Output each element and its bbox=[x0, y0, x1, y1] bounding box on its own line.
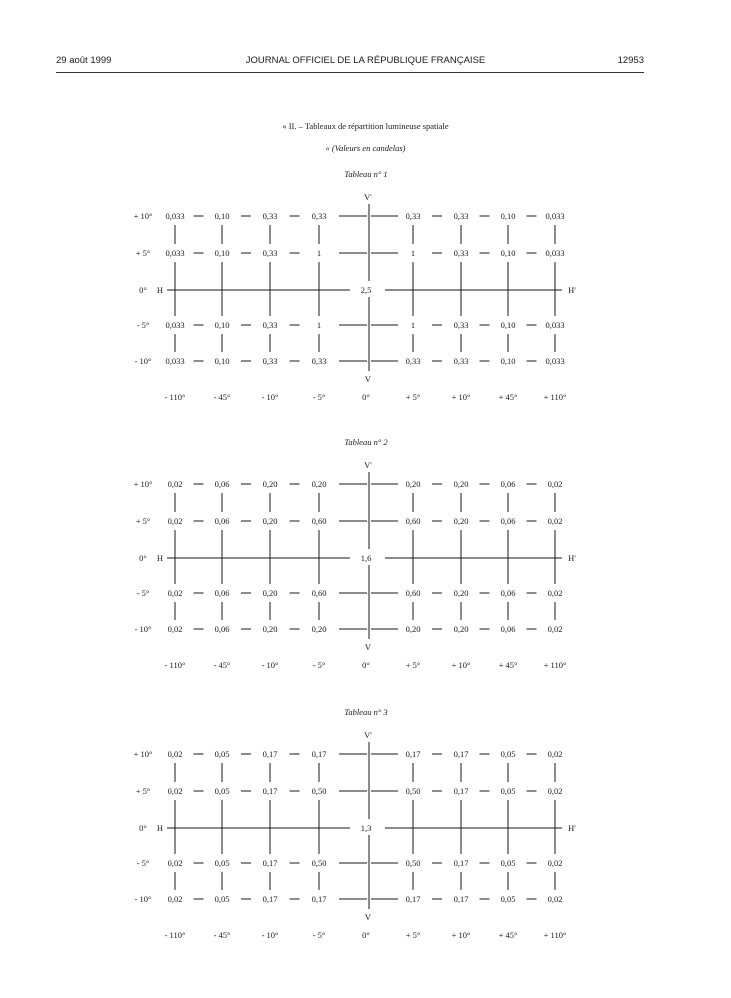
intensity-value: 0,20 bbox=[453, 479, 469, 489]
axis-label-h-right: H' bbox=[568, 823, 576, 833]
column-label: 0° bbox=[362, 930, 370, 940]
column-label: + 10° bbox=[451, 660, 471, 670]
axis-label-h-left: H bbox=[156, 823, 164, 833]
intensity-value: 0,02 bbox=[547, 858, 563, 868]
intensity-value: 0,60 bbox=[405, 588, 421, 598]
intensity-value: 1 bbox=[410, 320, 416, 330]
intensity-value: 0,33 bbox=[453, 248, 469, 258]
row-label: + 10° bbox=[133, 479, 153, 489]
intensity-value: 0,02 bbox=[547, 786, 563, 796]
intensity-value: 0,02 bbox=[547, 479, 563, 489]
column-label: + 45° bbox=[498, 392, 518, 402]
column-label: 0° bbox=[362, 392, 370, 402]
table-grid bbox=[0, 428, 731, 728]
intensity-value: 0,20 bbox=[262, 479, 278, 489]
light-distribution-table-3 bbox=[0, 698, 731, 998]
intensity-value: 0,17 bbox=[453, 749, 469, 759]
intensity-value: 0,17 bbox=[262, 858, 278, 868]
intensity-value: 0,33 bbox=[311, 211, 327, 221]
column-label: - 5° bbox=[312, 392, 326, 402]
column-label: - 110° bbox=[164, 660, 186, 670]
intensity-value: 0,33 bbox=[262, 248, 278, 258]
table-caption: Tableau n° 1 bbox=[344, 169, 388, 179]
intensity-value: 0,02 bbox=[547, 588, 563, 598]
center-value: 1,6 bbox=[360, 553, 372, 563]
row-label: - 5° bbox=[136, 320, 150, 330]
intensity-value: 0,17 bbox=[405, 749, 421, 759]
axis-label-v-top: V' bbox=[364, 730, 372, 740]
center-value: 2,5 bbox=[360, 285, 372, 295]
column-label: + 10° bbox=[451, 392, 471, 402]
intensity-value: 0,06 bbox=[500, 624, 516, 634]
intensity-value: 0,20 bbox=[453, 588, 469, 598]
column-label: + 5° bbox=[405, 930, 421, 940]
column-label: - 45° bbox=[213, 930, 231, 940]
intensity-value: 0,60 bbox=[405, 516, 421, 526]
column-label: - 45° bbox=[213, 392, 231, 402]
intensity-value: 0,60 bbox=[311, 588, 327, 598]
intensity-value: 0,05 bbox=[214, 894, 230, 904]
intensity-value: 0,33 bbox=[453, 211, 469, 221]
intensity-value: 0,02 bbox=[547, 624, 563, 634]
axis-label-h-right: H' bbox=[568, 553, 576, 563]
intensity-value: 0,06 bbox=[214, 516, 230, 526]
intensity-value: 0,05 bbox=[214, 786, 230, 796]
column-label: + 110° bbox=[543, 392, 567, 402]
intensity-value: 0,05 bbox=[500, 749, 516, 759]
intensity-value: 0,02 bbox=[167, 894, 183, 904]
intensity-value: 0,17 bbox=[311, 749, 327, 759]
intensity-value: 0,033 bbox=[545, 320, 565, 330]
column-label: 0° bbox=[362, 660, 370, 670]
intensity-value: 0,033 bbox=[545, 248, 565, 258]
intensity-value: 0,33 bbox=[262, 320, 278, 330]
column-label: - 5° bbox=[312, 930, 326, 940]
intensity-value: 0,033 bbox=[545, 211, 565, 221]
column-label: + 10° bbox=[451, 930, 471, 940]
intensity-value: 0,10 bbox=[214, 211, 230, 221]
row-label: 0° bbox=[139, 823, 147, 833]
intensity-value: 1 bbox=[316, 320, 322, 330]
intensity-value: 0,05 bbox=[214, 749, 230, 759]
intensity-value: 0,033 bbox=[165, 248, 185, 258]
intensity-value: 0,20 bbox=[453, 624, 469, 634]
intensity-value: 0,50 bbox=[311, 858, 327, 868]
intensity-value: 0,17 bbox=[453, 894, 469, 904]
header-page-number: 12953 bbox=[617, 55, 644, 66]
intensity-value: 0,05 bbox=[500, 858, 516, 868]
intensity-value: 0,17 bbox=[405, 894, 421, 904]
intensity-value: 0,02 bbox=[167, 588, 183, 598]
column-label: - 110° bbox=[164, 392, 186, 402]
intensity-value: 0,02 bbox=[547, 516, 563, 526]
intensity-value: 0,02 bbox=[167, 624, 183, 634]
axis-label-h-right: H' bbox=[568, 285, 576, 295]
intensity-value: 0,50 bbox=[405, 786, 421, 796]
intensity-value: 0,33 bbox=[453, 320, 469, 330]
intensity-value: 0,20 bbox=[453, 516, 469, 526]
intensity-value: 0,33 bbox=[311, 356, 327, 366]
axis-label-v-bottom: V bbox=[364, 912, 372, 922]
intensity-value: 0,02 bbox=[167, 479, 183, 489]
intensity-value: 0,17 bbox=[262, 786, 278, 796]
row-label: + 10° bbox=[133, 749, 153, 759]
intensity-value: 0,10 bbox=[214, 320, 230, 330]
intensity-value: 0,17 bbox=[262, 749, 278, 759]
intensity-value: 0,10 bbox=[500, 320, 516, 330]
intensity-value: 0,06 bbox=[214, 624, 230, 634]
axis-label-v-top: V' bbox=[364, 192, 372, 202]
intensity-value: 0,20 bbox=[262, 588, 278, 598]
axis-label-v-top: V' bbox=[364, 460, 372, 470]
column-label: - 110° bbox=[164, 930, 186, 940]
column-label: + 45° bbox=[498, 930, 518, 940]
table-grid bbox=[0, 698, 731, 998]
units-note: « (Valeurs en candelas) bbox=[325, 143, 406, 153]
intensity-value: 0,033 bbox=[545, 356, 565, 366]
column-label: + 110° bbox=[543, 660, 567, 670]
axis-label-h-left: H bbox=[156, 553, 164, 563]
row-label: + 10° bbox=[133, 211, 153, 221]
column-label: - 10° bbox=[261, 392, 279, 402]
table-grid bbox=[0, 160, 731, 460]
column-label: - 10° bbox=[261, 660, 279, 670]
intensity-value: 0,20 bbox=[311, 479, 327, 489]
intensity-value: 1 bbox=[410, 248, 416, 258]
center-value: 1,3 bbox=[360, 823, 372, 833]
intensity-value: 0,33 bbox=[405, 211, 421, 221]
intensity-value: 0,50 bbox=[311, 786, 327, 796]
column-label: + 110° bbox=[543, 930, 567, 940]
intensity-value: 0,20 bbox=[405, 624, 421, 634]
intensity-value: 0,10 bbox=[500, 211, 516, 221]
intensity-value: 0,02 bbox=[167, 858, 183, 868]
row-label: 0° bbox=[139, 553, 147, 563]
intensity-value: 0,033 bbox=[165, 356, 185, 366]
section-heading: « II. – Tableaux de répartition lumineuse spatiale bbox=[282, 121, 449, 131]
axis-label-v-bottom: V bbox=[364, 642, 372, 652]
intensity-value: 0,05 bbox=[214, 858, 230, 868]
intensity-value: 0,10 bbox=[214, 356, 230, 366]
intensity-value: 0,02 bbox=[547, 894, 563, 904]
intensity-value: 0,20 bbox=[262, 516, 278, 526]
intensity-value: 0,06 bbox=[214, 479, 230, 489]
intensity-value: 0,17 bbox=[262, 894, 278, 904]
row-label: - 5° bbox=[136, 858, 150, 868]
column-label: - 10° bbox=[261, 930, 279, 940]
row-label: - 10° bbox=[134, 356, 152, 366]
intensity-value: 0,02 bbox=[167, 516, 183, 526]
intensity-value: 0,33 bbox=[453, 356, 469, 366]
intensity-value: 0,33 bbox=[405, 356, 421, 366]
table-caption: Tableau n° 3 bbox=[344, 707, 388, 717]
intensity-value: 0,06 bbox=[500, 588, 516, 598]
header-date: 29 août 1999 bbox=[56, 55, 112, 66]
table-caption: Tableau n° 2 bbox=[344, 437, 388, 447]
intensity-value: 0,17 bbox=[453, 858, 469, 868]
intensity-value: 0,33 bbox=[262, 211, 278, 221]
intensity-value: 1 bbox=[316, 248, 322, 258]
column-label: + 5° bbox=[405, 392, 421, 402]
axis-label-v-bottom: V bbox=[364, 374, 372, 384]
header-journal-title: JOURNAL OFFICIEL DE LA RÉPUBLIQUE FRANÇAISE bbox=[245, 55, 486, 66]
intensity-value: 0,50 bbox=[405, 858, 421, 868]
intensity-value: 0,05 bbox=[500, 786, 516, 796]
intensity-value: 0,20 bbox=[311, 624, 327, 634]
intensity-value: 0,06 bbox=[500, 479, 516, 489]
column-label: + 5° bbox=[405, 660, 421, 670]
intensity-value: 0,02 bbox=[547, 749, 563, 759]
intensity-value: 0,17 bbox=[311, 894, 327, 904]
row-label: - 10° bbox=[134, 894, 152, 904]
light-distribution-table-2 bbox=[0, 428, 731, 728]
row-label: - 10° bbox=[134, 624, 152, 634]
intensity-value: 0,20 bbox=[405, 479, 421, 489]
row-label: + 5° bbox=[135, 516, 151, 526]
intensity-value: 0,17 bbox=[453, 786, 469, 796]
row-label: 0° bbox=[139, 285, 147, 295]
intensity-value: 0,033 bbox=[165, 211, 185, 221]
header-rule bbox=[56, 72, 644, 73]
intensity-value: 0,06 bbox=[500, 516, 516, 526]
light-distribution-table-1 bbox=[0, 160, 731, 460]
axis-label-h-left: H bbox=[156, 285, 164, 295]
intensity-value: 0,05 bbox=[500, 894, 516, 904]
intensity-value: 0,02 bbox=[167, 749, 183, 759]
row-label: + 5° bbox=[135, 786, 151, 796]
intensity-value: 0,10 bbox=[500, 356, 516, 366]
column-label: - 45° bbox=[213, 660, 231, 670]
intensity-value: 0,33 bbox=[262, 356, 278, 366]
intensity-value: 0,02 bbox=[167, 786, 183, 796]
intensity-value: 0,10 bbox=[214, 248, 230, 258]
column-label: + 45° bbox=[498, 660, 518, 670]
intensity-value: 0,033 bbox=[165, 320, 185, 330]
column-label: - 5° bbox=[312, 660, 326, 670]
intensity-value: 0,10 bbox=[500, 248, 516, 258]
intensity-value: 0,20 bbox=[262, 624, 278, 634]
row-label: - 5° bbox=[136, 588, 150, 598]
intensity-value: 0,60 bbox=[311, 516, 327, 526]
row-label: + 5° bbox=[135, 248, 151, 258]
intensity-value: 0,06 bbox=[214, 588, 230, 598]
